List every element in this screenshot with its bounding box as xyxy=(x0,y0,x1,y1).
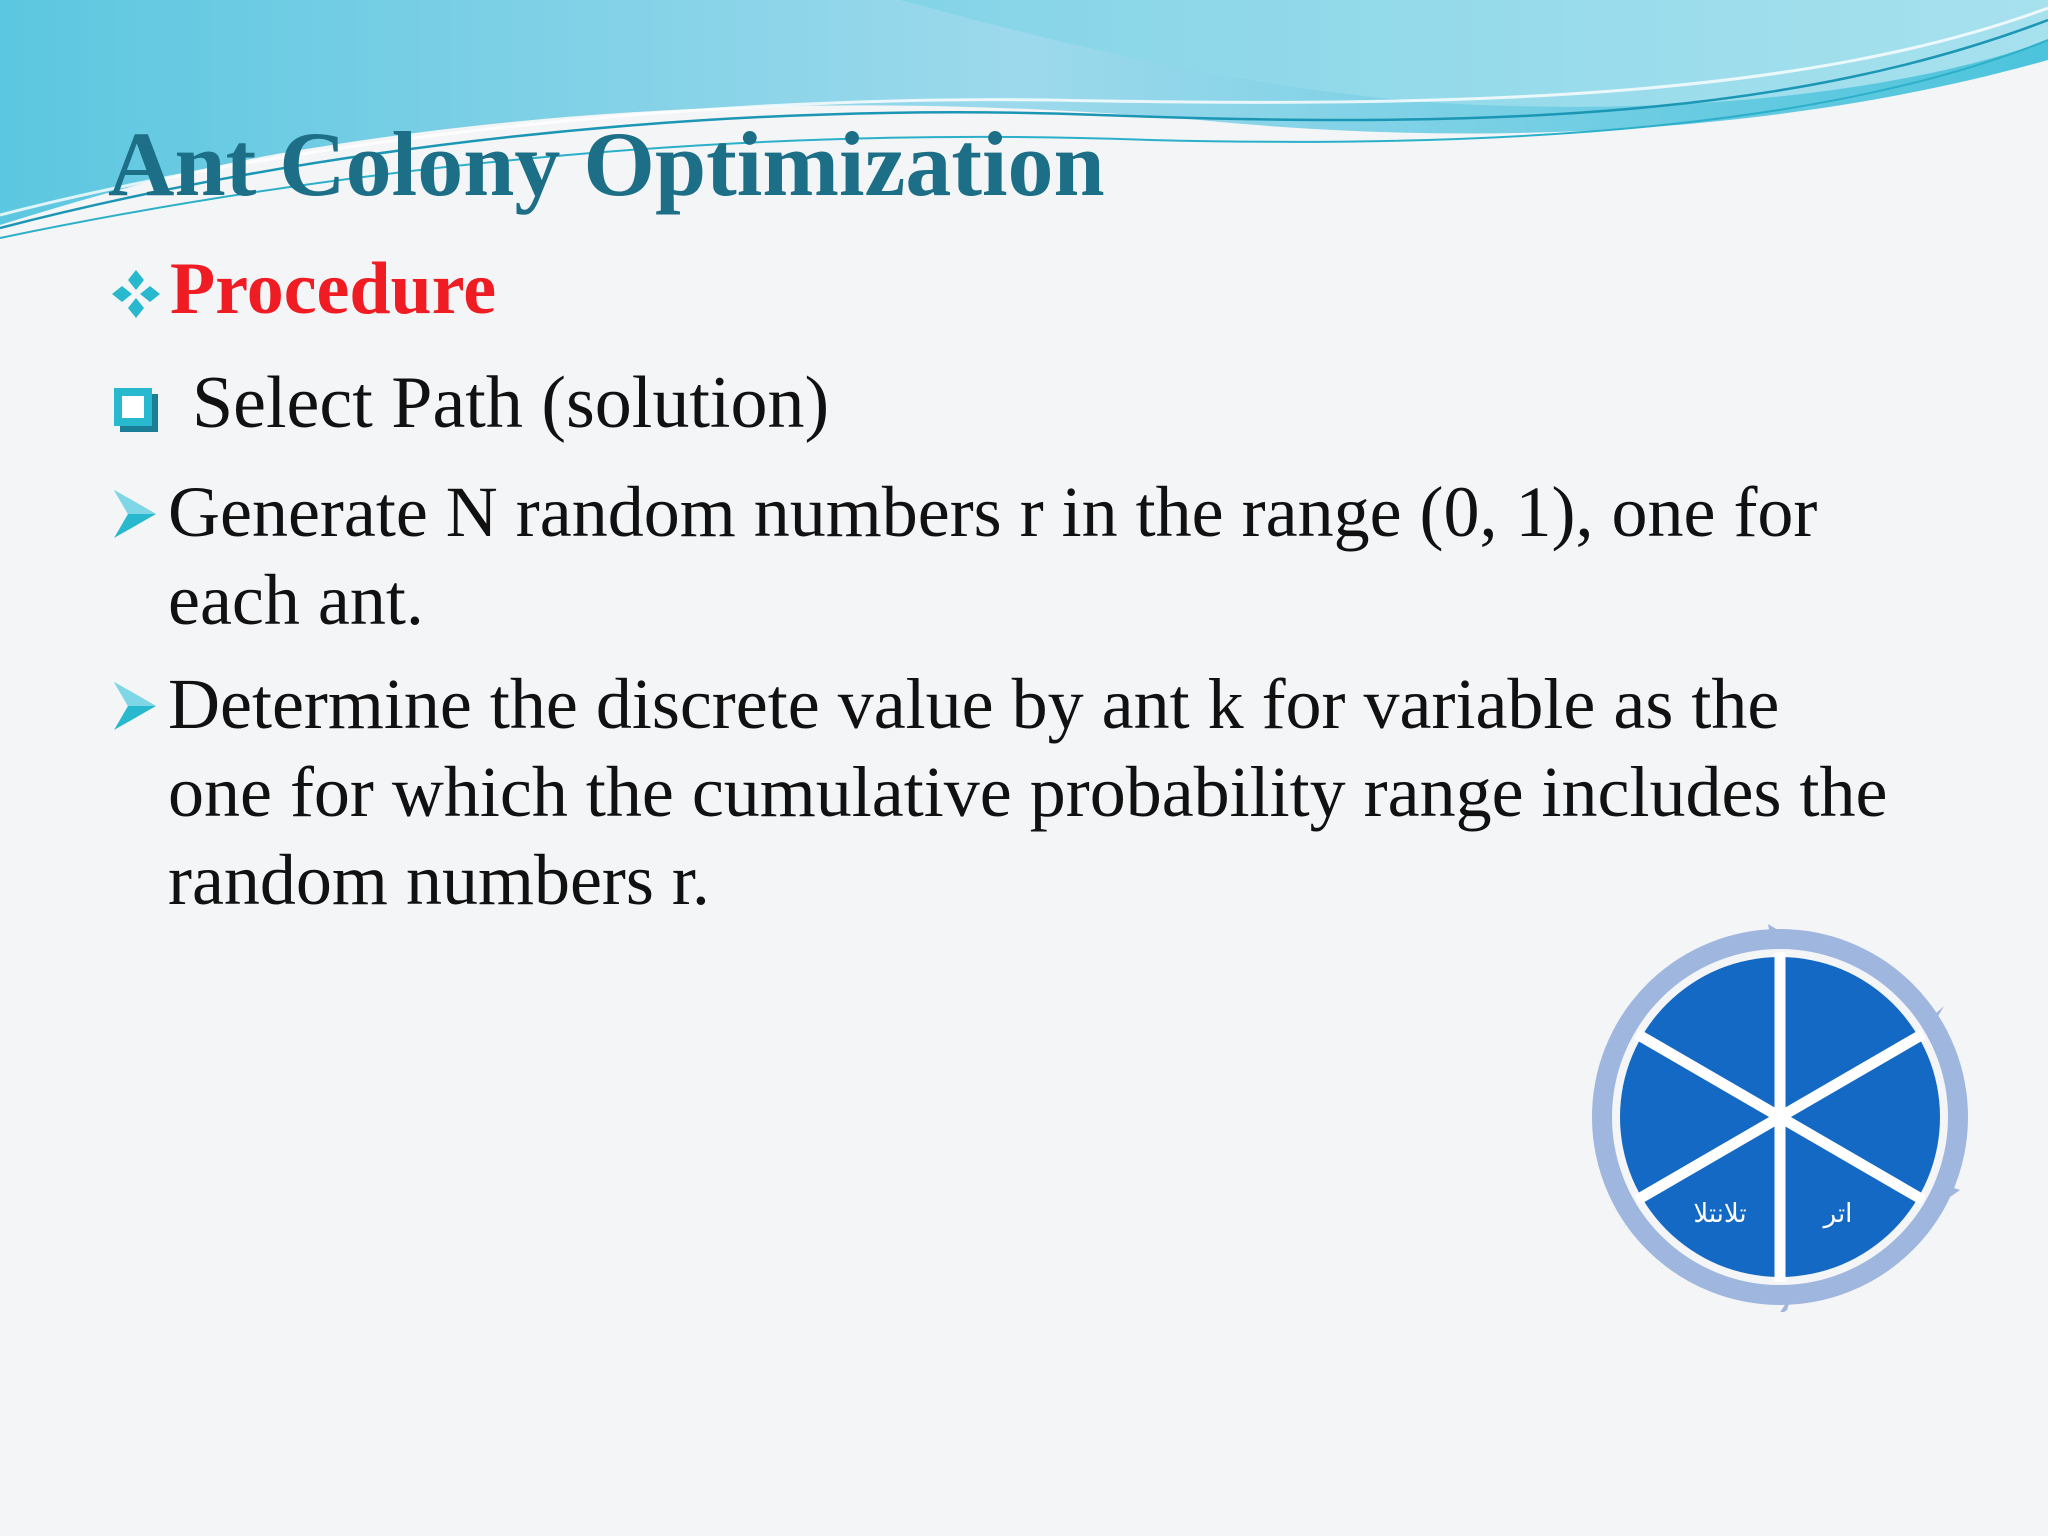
cycle-diagram xyxy=(1592,922,1972,1312)
bullet-item xyxy=(112,660,1892,924)
four-diamond-icon xyxy=(108,266,164,322)
slide-title: Ant Colony Optimization xyxy=(108,113,1105,215)
subheading-label: Select Path (solution) xyxy=(192,362,830,444)
bullet-item xyxy=(112,468,1892,644)
section-heading xyxy=(108,248,497,330)
bullet-text: Generate N random numbers r in the range (0, 1), one for each ant. xyxy=(168,472,1818,640)
bullet-text: Determine the discrete value by ant k for variable as the one for which the cumulative probability range includes the random numbers r. xyxy=(168,664,1888,920)
section-label: Procedure xyxy=(170,248,497,330)
arrowhead-icon xyxy=(112,680,158,732)
cycle-segment-label: تلانتلا xyxy=(1693,1199,1747,1229)
subheading xyxy=(112,362,830,444)
cycle-segment-label: اتر xyxy=(1823,1199,1853,1229)
arrowhead-icon xyxy=(112,488,158,540)
hollow-square-icon xyxy=(112,380,164,436)
